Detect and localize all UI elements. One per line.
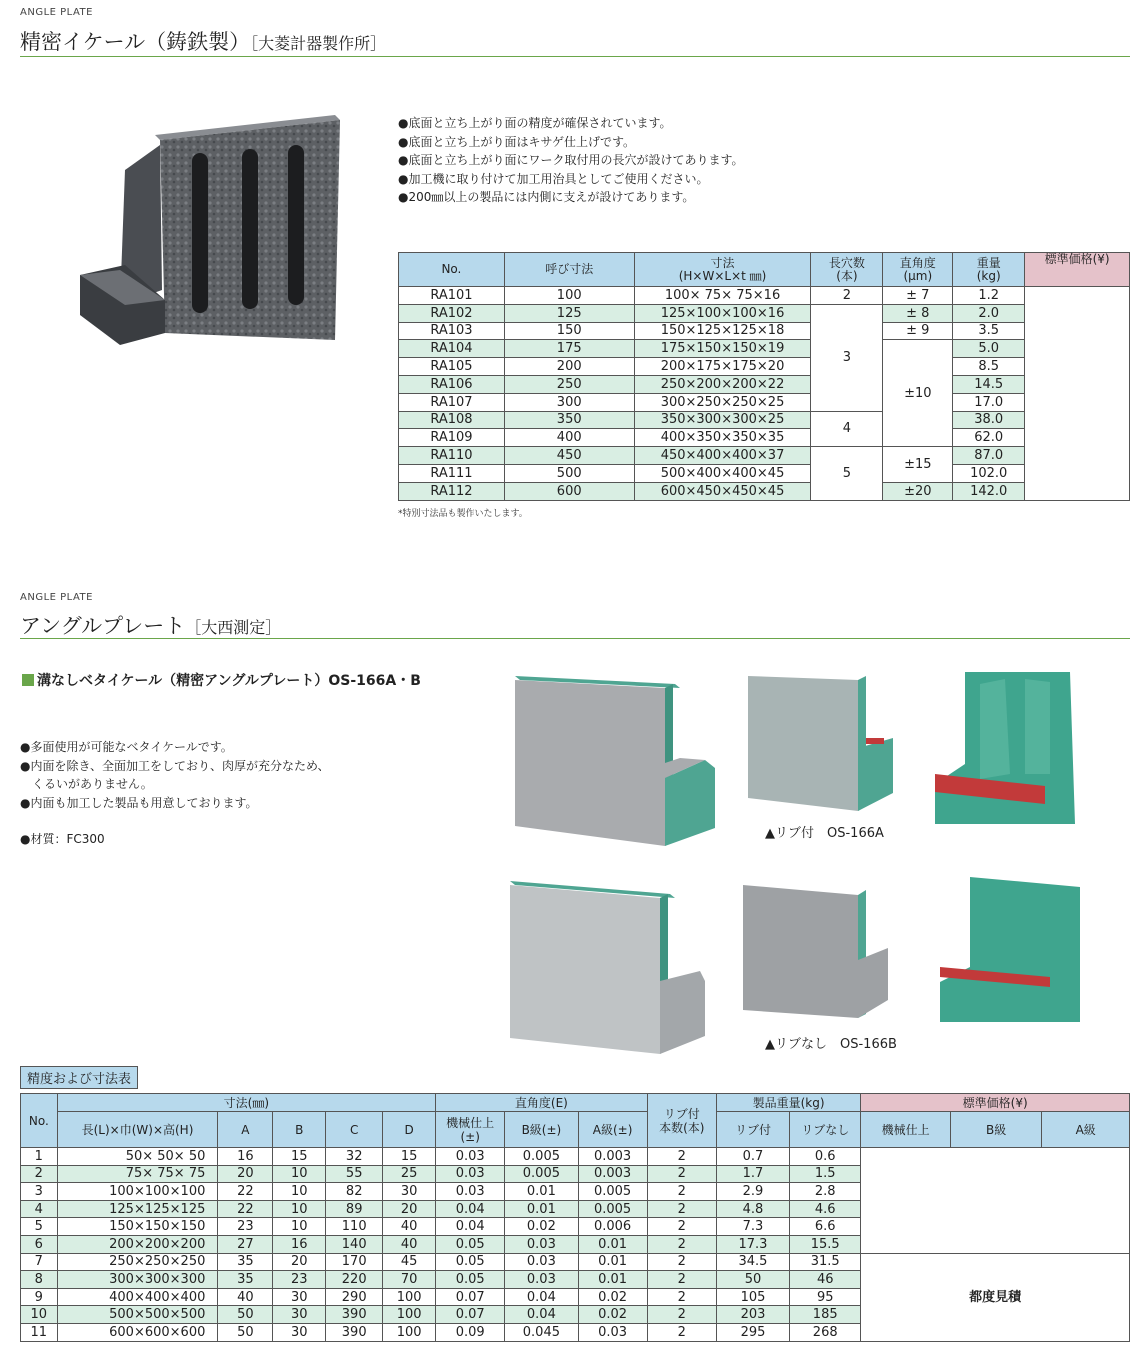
cell: 400: [504, 429, 634, 447]
cell: RA107: [399, 393, 505, 411]
th-d: D: [383, 1112, 436, 1148]
cell: 23: [273, 1271, 326, 1289]
cell: 150: [504, 322, 634, 340]
cell: 50× 50× 50: [57, 1148, 218, 1166]
cell: 300: [504, 393, 634, 411]
cell: 1.7: [716, 1165, 789, 1183]
cell: 40: [383, 1235, 436, 1253]
cell: 3.5: [953, 322, 1025, 340]
cell-holes-3: 3: [811, 304, 883, 411]
th-a: A: [218, 1112, 273, 1148]
caption-a: ▲リブ付 OS-166A: [765, 826, 884, 841]
cell: 30: [383, 1183, 436, 1201]
cell: 100: [383, 1288, 436, 1306]
cell: 400×350×350×35: [634, 429, 811, 447]
cell: 6: [21, 1235, 58, 1253]
cell: 87.0: [953, 447, 1025, 465]
cell: 0.03: [436, 1165, 505, 1183]
cell: 10: [273, 1183, 326, 1201]
cell: RA111: [399, 464, 505, 482]
cell: 0.6: [790, 1148, 861, 1166]
th-dim-group: 寸法(㎜): [57, 1094, 435, 1112]
cell: RA109: [399, 429, 505, 447]
cell: 600: [504, 482, 634, 500]
bullet-4: ●加工機に取り付けて加工用治具としてご使用ください。: [398, 171, 709, 186]
cell: 0.04: [505, 1288, 578, 1306]
cell: 105: [716, 1288, 789, 1306]
cell: 5: [21, 1218, 58, 1236]
cell: 203: [716, 1306, 789, 1324]
th-wt-group: 製品重量(kg): [716, 1094, 860, 1112]
cell: 350: [504, 411, 634, 429]
cell: 500×400×400×45: [634, 464, 811, 482]
cell: 4: [21, 1200, 58, 1218]
cell: 20: [273, 1253, 326, 1271]
cell: 100×100×100: [57, 1183, 218, 1201]
cell: 16: [273, 1235, 326, 1253]
th-machine: 機械仕上 (±): [436, 1112, 505, 1148]
cell: 22: [218, 1183, 273, 1201]
section1-title: [20, 26, 386, 56]
cell: 8: [21, 1271, 58, 1289]
cell: 390: [326, 1306, 383, 1324]
cell: 50: [716, 1271, 789, 1289]
cell: 0.01: [578, 1271, 647, 1289]
cell: 100: [383, 1323, 436, 1341]
cell: RA102: [399, 304, 505, 322]
cell: 0.03: [505, 1253, 578, 1271]
th-rib: リブ付 本数(本): [647, 1094, 716, 1148]
th-c: C: [326, 1112, 383, 1148]
cell: ± 7: [883, 287, 953, 305]
cell: 0.02: [578, 1288, 647, 1306]
cell: 23: [218, 1218, 273, 1236]
cell: RA105: [399, 358, 505, 376]
cell: 32: [326, 1148, 383, 1166]
cell: 50: [218, 1306, 273, 1324]
cell: 100× 75× 75×16: [634, 287, 811, 305]
th-nominal: 呼び寸法: [504, 253, 634, 287]
cell: 0.003: [578, 1148, 647, 1166]
cell: 295: [716, 1323, 789, 1341]
cell: 7: [21, 1253, 58, 1271]
cell: 175×150×150×19: [634, 340, 811, 358]
cell: 2: [811, 287, 883, 305]
cell: 75× 75× 75: [57, 1165, 218, 1183]
cell: 250×250×250: [57, 1253, 218, 1271]
cell: 185: [790, 1306, 861, 1324]
bullet-1: ●底面と立ち上がり面の精度が確保されています。: [398, 116, 672, 130]
th-dimensions: 寸法 (H×W×L×t ㎜): [634, 253, 811, 287]
section2-subtitle: [22, 670, 421, 690]
th-sq-group: 直角度(E): [436, 1094, 648, 1112]
cell: 250: [504, 375, 634, 393]
cell: 0.03: [578, 1323, 647, 1341]
bullet-5: ●200㎜以上の製品には内側に支えが設けてあります。: [398, 190, 695, 204]
cell: 140: [326, 1235, 383, 1253]
cell: 0.006: [578, 1218, 647, 1236]
table2-title: 精度および寸法表: [20, 1066, 138, 1089]
cell: 2: [647, 1271, 716, 1289]
cell: 0.03: [505, 1271, 578, 1289]
bullet-2: ●内面を除き、全面加工をしており、肉厚が充分なため、: [20, 758, 330, 773]
cell: 17.0: [953, 393, 1025, 411]
section2-eng-label: ANGLE PLATE: [20, 592, 93, 603]
cell: 16: [218, 1148, 273, 1166]
product-image-b1: [505, 876, 720, 1056]
cell: 200×200×200: [57, 1235, 218, 1253]
cell: 2: [647, 1323, 716, 1341]
bullet-1: ●多面使用が可能なベタイケールです。: [20, 740, 233, 754]
cell: 350×300×300×25: [634, 411, 811, 429]
th-no: No.: [21, 1094, 58, 1148]
cell: ± 8: [883, 304, 953, 322]
cell: 450: [504, 447, 634, 465]
cell: 2: [647, 1218, 716, 1236]
cell: 1.5: [790, 1165, 861, 1183]
cell: 1.2: [953, 287, 1025, 305]
cell: 82: [326, 1183, 383, 1201]
cell: 40: [383, 1218, 436, 1236]
cell: 200×175×175×20: [634, 358, 811, 376]
cell: 10: [273, 1200, 326, 1218]
cell: 89: [326, 1200, 383, 1218]
cell: 30: [273, 1323, 326, 1341]
cell: 0.09: [436, 1323, 505, 1341]
cell: 50: [218, 1323, 273, 1341]
os166-spec-table: [20, 1093, 1130, 1342]
cell: 102.0: [953, 464, 1025, 482]
cell: RA106: [399, 375, 505, 393]
cell: RA103: [399, 322, 505, 340]
cell: RA104: [399, 340, 505, 358]
cell: 95: [790, 1288, 861, 1306]
cell: 0.07: [436, 1306, 505, 1324]
cell: 35: [218, 1271, 273, 1289]
cell: 10: [21, 1306, 58, 1324]
cell: 2.9: [716, 1183, 789, 1201]
cell: 17.3: [716, 1235, 789, 1253]
cell-holes-5: 5: [811, 447, 883, 500]
cell: 2: [647, 1165, 716, 1183]
cell: 250×200×200×22: [634, 375, 811, 393]
cell: 40: [218, 1288, 273, 1306]
section1-title-text: 精密イケール（鋳鉄製）: [20, 30, 251, 54]
cell: RA110: [399, 447, 505, 465]
cell: 600×600×600: [57, 1323, 218, 1341]
cell: 0.05: [436, 1271, 505, 1289]
cell: 125×125×125: [57, 1200, 218, 1218]
cell: 220: [326, 1271, 383, 1289]
cell: 0.05: [436, 1253, 505, 1271]
cell: 170: [326, 1253, 383, 1271]
cell: 175: [504, 340, 634, 358]
th-price-group: 標準価格(¥): [861, 1094, 1130, 1112]
cell: 400×400×400: [57, 1288, 218, 1306]
cell: 300×250×250×25: [634, 393, 811, 411]
cell: 0.04: [436, 1200, 505, 1218]
th-holes: 長穴数 (本): [811, 253, 883, 287]
table-row: [21, 1148, 1130, 1166]
section2-subtitle-text: 溝なしベタイケール（精密アングルプレート）OS-166A・B: [37, 673, 421, 689]
cell: 55: [326, 1165, 383, 1183]
cell: 1: [21, 1148, 58, 1166]
bullet-3: くるいがありません。: [20, 777, 153, 791]
cell: 2.8: [790, 1183, 861, 1201]
cell: 500×500×500: [57, 1306, 218, 1324]
cell: 25: [383, 1165, 436, 1183]
section2-divider: [20, 638, 1130, 639]
cell: 2: [21, 1165, 58, 1183]
cell-holes-4: 4: [811, 411, 883, 447]
th-squareness: 直角度 (μm): [883, 253, 953, 287]
angle-plate-image: [80, 105, 360, 355]
cell: 142.0: [953, 482, 1025, 500]
cell: ±20: [883, 482, 953, 500]
cell: 0.005: [578, 1183, 647, 1201]
cell: 45: [383, 1253, 436, 1271]
cell: 0.01: [578, 1253, 647, 1271]
th-weight: 重量 (kg): [953, 253, 1025, 287]
section2-title: [20, 610, 281, 640]
bullet-2: ●底面と立ち上がり面はキサゲ仕上げです。: [398, 134, 636, 149]
cell: 0.03: [505, 1235, 578, 1253]
th-price-machine: 機械仕上: [861, 1112, 951, 1148]
cell: 0.01: [505, 1183, 578, 1201]
th-price-a: A級: [1042, 1112, 1130, 1148]
cell: 600×450×450×45: [634, 482, 811, 500]
cell: ± 9: [883, 322, 953, 340]
cell: 10: [273, 1218, 326, 1236]
cell: 14.5: [953, 375, 1025, 393]
cell: 11: [21, 1323, 58, 1341]
cell: 0.005: [505, 1148, 578, 1166]
cell: 4.6: [790, 1200, 861, 1218]
cell: 300×300×300: [57, 1271, 218, 1289]
th-price: 標準価格(¥): [1025, 253, 1130, 287]
cell: 0.03: [436, 1148, 505, 1166]
table2-body: [21, 1148, 1130, 1342]
cell: 150×150×150: [57, 1218, 218, 1236]
th-lwh: 長(L)×巾(W)×高(H): [57, 1112, 218, 1148]
bullet-3: ●底面と立ち上がり面にワーク取付用の長穴が設けてあります。: [398, 153, 744, 167]
cell: 0.02: [578, 1306, 647, 1324]
section1-note: *特別寸法品も製作いたします。: [398, 509, 528, 519]
cell: 22: [218, 1200, 273, 1218]
cell: 0.04: [505, 1306, 578, 1324]
cell: 2: [647, 1288, 716, 1306]
cell: 0.01: [578, 1235, 647, 1253]
cell: 5.0: [953, 340, 1025, 358]
cell: 6.6: [790, 1218, 861, 1236]
quote-cell: 都度見積: [861, 1253, 1130, 1341]
product-image-a3: [925, 664, 1085, 834]
cell: 2: [647, 1235, 716, 1253]
cell: 31.5: [790, 1253, 861, 1271]
cell: 125: [504, 304, 634, 322]
cell: 0.005: [505, 1165, 578, 1183]
section1-bullets: [398, 114, 744, 207]
cell: 100: [504, 287, 634, 305]
section1-maker: ［大菱計器製作所］: [250, 34, 387, 53]
bullet-4: ●内面も加工した製品も用意しております。: [20, 795, 258, 810]
th-no: No.: [399, 253, 505, 287]
product-image-a2: [738, 668, 903, 813]
th-b: B: [273, 1112, 326, 1148]
section2-title-text: アングルプレート: [20, 614, 186, 638]
cell: 70: [383, 1271, 436, 1289]
cell: 500: [504, 464, 634, 482]
cell: 110: [326, 1218, 383, 1236]
material-text: ●材質：FC300: [20, 832, 105, 846]
green-square-icon: [22, 674, 34, 686]
cell: 30: [273, 1288, 326, 1306]
cell: 0.02: [505, 1218, 578, 1236]
cell: 20: [383, 1200, 436, 1218]
cell: 125×100×100×16: [634, 304, 811, 322]
cell: 46: [790, 1271, 861, 1289]
th-b-grade: B級(±): [505, 1112, 578, 1148]
cell: 7.3: [716, 1218, 789, 1236]
cell: 27: [218, 1235, 273, 1253]
cell: 100: [383, 1306, 436, 1324]
price-cell-blank: [1025, 287, 1130, 501]
cell: RA112: [399, 482, 505, 500]
cell: 0.005: [578, 1200, 647, 1218]
cell: 200: [504, 358, 634, 376]
ra-spec-table: [398, 252, 1130, 501]
cell: 34.5: [716, 1253, 789, 1271]
cell: 0.05: [436, 1235, 505, 1253]
cell: 2: [647, 1148, 716, 1166]
section2-bullets: [20, 738, 330, 812]
cell: 0.045: [505, 1323, 578, 1341]
cell-sq-10: ±10: [883, 340, 953, 447]
cell: 150×125×125×18: [634, 322, 811, 340]
cell: 2: [647, 1253, 716, 1271]
cell: 0.01: [505, 1200, 578, 1218]
cell: 290: [326, 1288, 383, 1306]
cell: 15: [273, 1148, 326, 1166]
cell: 2: [647, 1200, 716, 1218]
cell: 2: [647, 1306, 716, 1324]
cell: 0.04: [436, 1218, 505, 1236]
section2-maker: ［大西測定］: [185, 618, 282, 637]
cell: 4.8: [716, 1200, 789, 1218]
cell: 30: [273, 1306, 326, 1324]
cell: 0.03: [436, 1183, 505, 1201]
cell: 35: [218, 1253, 273, 1271]
th-price-b: B級: [950, 1112, 1042, 1148]
th-no-rib: リブなし: [790, 1112, 861, 1148]
cell: 0.7: [716, 1148, 789, 1166]
section1-divider: [20, 56, 1130, 57]
cell: 268: [790, 1323, 861, 1341]
cell: 38.0: [953, 411, 1025, 429]
cell: 10: [273, 1165, 326, 1183]
cell: 450×400×400×37: [634, 447, 811, 465]
table-row: [21, 1253, 1130, 1271]
section1-eng-label: ANGLE PLATE: [20, 7, 93, 18]
th-a-grade: A級(±): [578, 1112, 647, 1148]
cell: 390: [326, 1323, 383, 1341]
cell: 0.07: [436, 1288, 505, 1306]
cell: 9: [21, 1288, 58, 1306]
product-image-a1: [505, 668, 720, 850]
cell: 15.5: [790, 1235, 861, 1253]
cell: RA101: [399, 287, 505, 305]
price-cell-blank: [861, 1148, 1130, 1254]
cell: RA108: [399, 411, 505, 429]
th-with-rib: リブ付: [716, 1112, 789, 1148]
cell: 15: [383, 1148, 436, 1166]
cell: 2: [647, 1183, 716, 1201]
cell: 62.0: [953, 429, 1025, 447]
product-image-b3: [930, 872, 1085, 1032]
cell: 3: [21, 1183, 58, 1201]
cell: 0.003: [578, 1165, 647, 1183]
cell: 8.5: [953, 358, 1025, 376]
caption-b: ▲リブなし OS-166B: [765, 1037, 897, 1052]
cell-sq-15: ±15: [883, 447, 953, 483]
cell: 2.0: [953, 304, 1025, 322]
product-image-b2: [738, 880, 898, 1020]
cell: 20: [218, 1165, 273, 1183]
